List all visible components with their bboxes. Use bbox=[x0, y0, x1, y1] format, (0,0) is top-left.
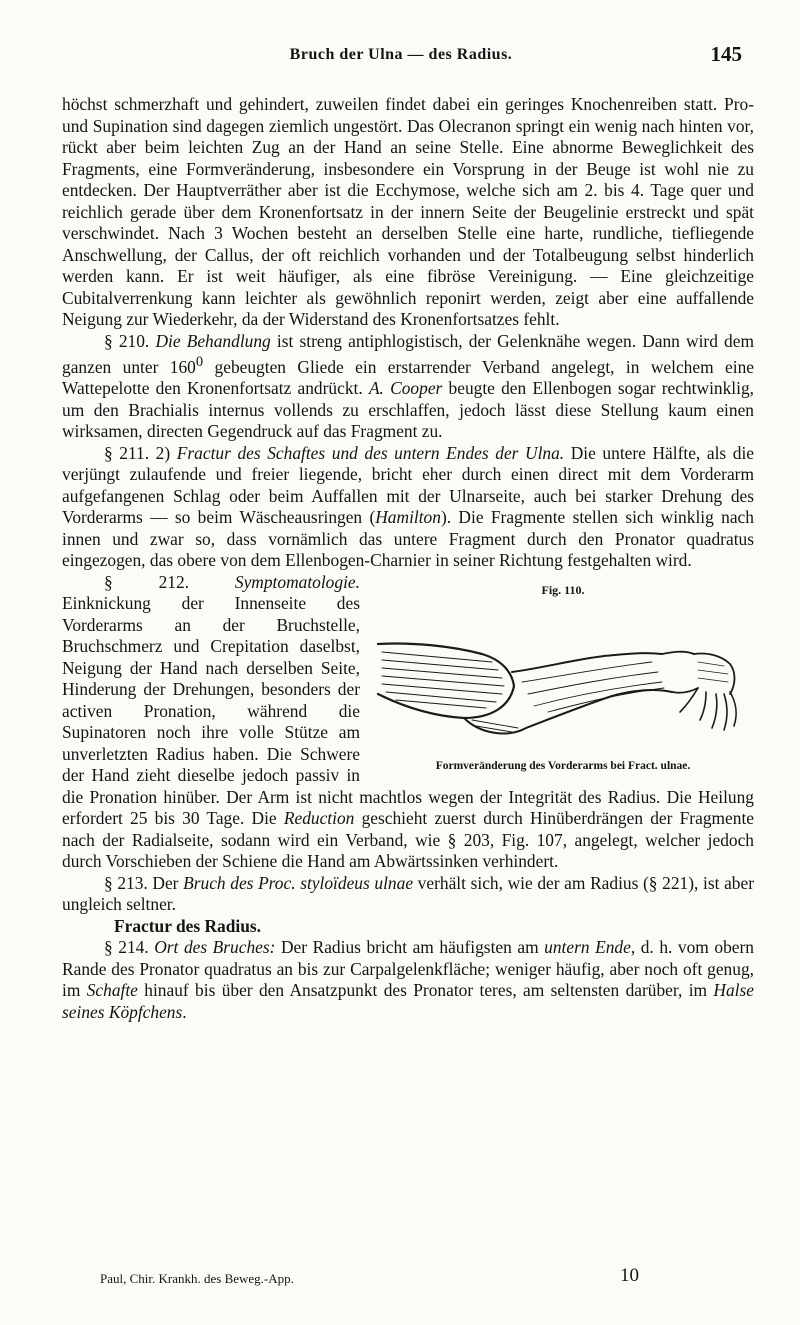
footer-note: Paul, Chir. Krankh. des Beweg.-App. bbox=[100, 1271, 294, 1286]
term: untern Ende bbox=[544, 937, 631, 958]
degree-superscript: 0 bbox=[195, 354, 204, 370]
section-title: Die Behandlung bbox=[155, 330, 271, 351]
figure-110 bbox=[372, 580, 754, 778]
paragraph-continuation: höchst schmerzhaft und gehindert, zuweilen findet dabei ein geringes Knochenreiben statt. Pro- und Supination sind dagegen ziemlich ungestört. Das Olecranon springt ein wenig nach hinten vor, rückt aber beim leichten Zug an der Hand an seine Stelle. Eine abnorme Beweglichkeit des Fragments, eine Formveränderung, insbesondere ein Vorsprung in der Beuge ist wohl nie zu entdecken. Der Hauptverräther aber ist die Ecchymose, welche sich am 2. bis 4. Tage quer und reichlich gerade über dem Kronenfortsatz in der innern Seite der Beugelinie erstreckt und spät verschwindet. Nach 3 Wochen besteht an derselben Stelle eine harte, rundliche, tiefliegende Anschwellung, der Callus, der oft reichlich vorhanden und der Totalbeugung selbst hinderlich werden kann. Er ist weit häufiger, als eine fibröse Vereinigung. — Eine gleichzeitige Cubitalverrenkung kann leichter als gewöhnlich reponirt werden, zeigt aber eine auffallende Neigung zur Wiederkehr, da der Widerstand des Kronenfortsatzes fehlt. bbox=[62, 94, 754, 329]
body-text bbox=[62, 94, 754, 1023]
section-number: § 214. bbox=[104, 937, 149, 958]
paragraph-214: § 214. Ort des Bruches: Der Radius bricht am häufigsten am untern Ende, d. h. vom obern Rande des Pronator quadratus an bis zur Carpalgelenkfläche; weniger häufig, aber noch oft genug, im Schafte hinauf bis über den Ansatzpunkt des Pronator teres, am seltensten darüber, im Halse seines Köpfchens. bbox=[62, 937, 754, 1022]
section-title: Fractur des Schaftes und des untern Endes der Ulna. bbox=[176, 442, 565, 463]
paragraph-211: § 211. 2) Fractur des Schaftes und des untern Endes der Ulna. Die untere Hälfte, als die verjüngt zulaufende und freier liegende, bricht eher durch einen direct mit dem Vorderarm aufgefangenen Schlag oder beim Auffallen mit der Ulnarseite, auch bei starker Drehung des Vorderarms — so beim Wäscheausringen (Hamilton). Die Fragmente stellen sich winklig nach innen und zwar so, dass vornämlich das untere Fragment durch den Pronator quadratus eingezogen, das obere von dem Ellenbogen-Charnier in seiner Richtung festgehalten wird. bbox=[62, 442, 754, 571]
section-number: § 210. bbox=[104, 330, 150, 351]
term: Schafte bbox=[86, 980, 138, 1001]
section-title: Bruch des Proc. styloïdeus ulnae bbox=[183, 872, 414, 893]
running-title: Bruch der Ulna — des Radius. bbox=[289, 46, 513, 63]
subheading-fractur-des-radius: Fractur des Radius. bbox=[114, 915, 262, 936]
term-reduction: Reduction bbox=[283, 808, 355, 829]
page-header bbox=[60, 42, 742, 72]
forearm-illustration bbox=[372, 602, 754, 752]
section-number: § 213. bbox=[104, 872, 148, 893]
figure-caption: Formveränderung des Vorderarms bei Fract. ulnae. bbox=[435, 760, 691, 773]
paragraph-212: § 212. Symptomatologie. Fig. 110. Formveränderung des Vorderarms bei Fract. ulnae. Einknickung der Innenseite des Vorderarms an der Bruchstelle, Bruchschmerz und Crepitation daselbst, Neigung der Hand nach derselben Seite, Hinderung der Drehungen, besonders der activen Pronation, während die Supinatoren noch ihre volle Stütze am unverletzten Radius haben. Die Schwere der Hand zieht dieselbe jedoch passiv in die Pronation hinüber. Der Arm ist nicht machtlos wegen der Integrität des Radius. Die Heilung erfordert 25 bis 30 Tage. Die Reduction geschieht zuerst durch Hinüberdrängen der Fragmente nach der Radialseite, sodann wird ein Verband, wie § 203, Fig. 107, angelegt, welcher jedoch durch Vorschieben der Schiene die Hand am Abwärtssinken verhindert. bbox=[62, 571, 755, 872]
section-title: Ort des Bruches: bbox=[154, 937, 276, 958]
signature-mark: 10 bbox=[620, 1265, 639, 1286]
term: Halse seines Köpfchens bbox=[62, 980, 754, 1022]
section-title: Symptomatologie. bbox=[234, 571, 360, 592]
figure-label: Fig. 110. bbox=[541, 582, 585, 597]
paragraph-213: § 213. Der Bruch des Proc. styloïdeus ulnae verhält sich, wie der am Radius (§ 221), ist aber ungleich seltner. bbox=[62, 872, 754, 915]
page-number: 145 bbox=[710, 42, 742, 66]
paragraph-210: § 210. Die Behandlung ist streng antiphlogistisch, der Gelenknähe wegen. Dann wird dem ganzen unter $160^0$ gebeugten Gliede ein erstarrender Verband angelegt, in welchem eine Wattepelotte den Kronenfortsatz andrückt. A. Cooper beugte den Ellenbogen sogar rechtwinklig, um den Brachialis internus vollends zu erschlaffen, jedoch lässt diese Stellung kaum einen wirksamen, directen Gegendruck auf das Fragment zu. bbox=[62, 330, 754, 442]
citation: Hamilton bbox=[375, 507, 441, 528]
author-name: A. Cooper bbox=[368, 378, 443, 399]
section-number: § 211. bbox=[104, 442, 150, 463]
section-number: § 212. bbox=[104, 571, 189, 592]
